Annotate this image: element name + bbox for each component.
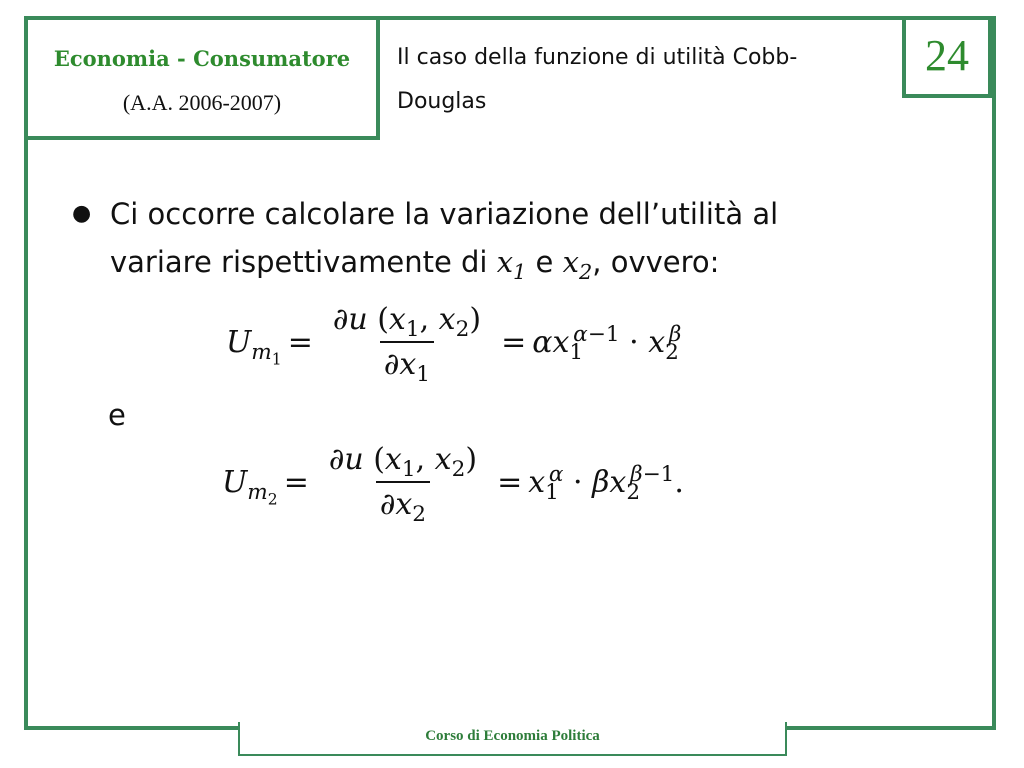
connector-word: e [108,398,126,432]
equation-1-fraction [329,302,485,387]
page-number-box [902,16,992,98]
course-title: Economia - Consumatore [53,46,351,71]
equation-1-rhs: $\alpha x_1^{\alpha-1} \cdot x_2^\beta$ [532,321,682,365]
course-header-box [24,16,380,140]
equation-1-denominator: $\partial x_1$ [380,341,434,382]
footer-course-name: Corso di Economia Politica [425,728,600,744]
equals-sign: = [501,324,527,360]
bullet-dot-icon: ● [72,201,92,226]
bullet-line-2-end: , ovvero: [592,245,720,279]
footer-box [238,722,787,756]
page-number: 24 [925,31,969,80]
marginal-utility-equation-1 [226,302,682,387]
academic-year: (A.A. 2006-2007) [122,90,282,115]
variable-x2: $x_2$ [562,245,593,284]
marginal-utility-equation-2 [222,442,684,527]
equals-sign: = [283,464,309,500]
equation-2-rhs: $x_1^\alpha \cdot \beta x_2^{\beta-1}$. [528,461,684,505]
equation-2-numerator: ∂u ($x_1$, $x_2$) [328,442,478,482]
bullet-conjunction: e [526,245,563,279]
equation-1-numerator: ∂u ($x_1$, $x_2$) [332,302,482,342]
equation-2-lhs: $U_{m_2}$ [222,464,278,508]
bullet-item [72,190,932,286]
slide-title-line-1: Il caso della funzione di utilità Cobb- [397,45,798,70]
equation-2-fraction [325,442,481,527]
bullet-line-2 [110,238,932,286]
equals-sign: = [497,464,523,500]
slide-title-line-2: Douglas [397,89,487,114]
slide-title [397,36,897,124]
variable-x1: $x_1$ [496,245,527,284]
equation-2-denominator: $\partial x_2$ [376,481,430,522]
equals-sign: = [287,324,313,360]
equation-1-lhs: $U_{m_1}$ [226,324,282,368]
bullet-line-1: Ci occorre calcolare la variazione dell’utilità al [110,197,779,231]
bullet-line-2-start: variare rispettivamente di [110,245,497,279]
slide-body [72,190,932,286]
